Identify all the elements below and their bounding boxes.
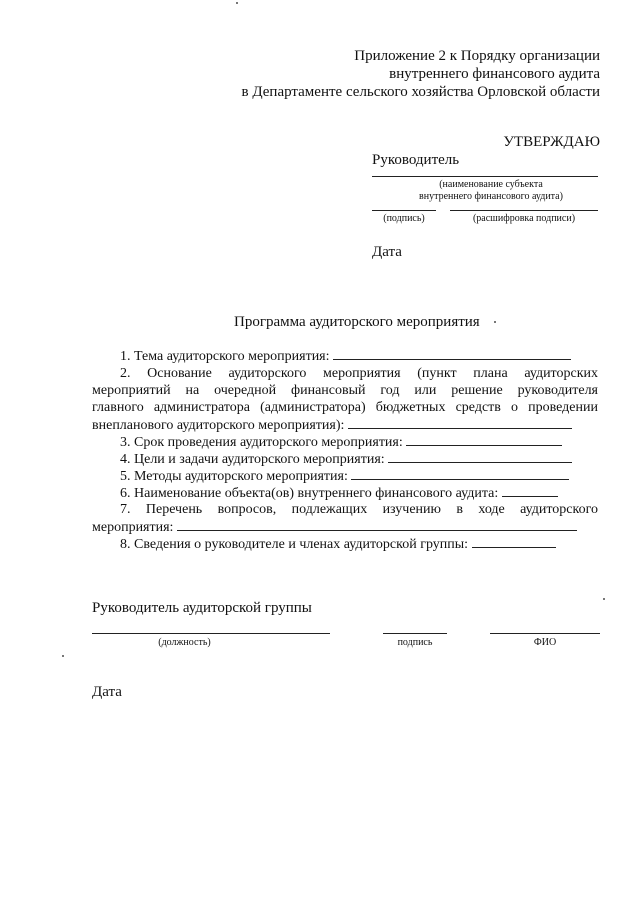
item-4 — [92, 450, 598, 468]
approver-decoding-line — [450, 210, 598, 211]
footer-date-label: Дата — [92, 684, 122, 700]
item-4-text: 4. Цели и задачи аудиторского мероприятия: — [120, 452, 385, 467]
approve-label: УТВЕРЖДАЮ — [503, 134, 600, 150]
subject-caption — [372, 179, 610, 203]
item-1 — [92, 347, 598, 365]
subject-caption-line-1: (наименование субъекта — [439, 179, 543, 190]
item-1-text: 1. Тема аудиторского мероприятия: — [120, 349, 330, 364]
approver-decoding-caption: (расшифровка подписи) — [472, 213, 576, 224]
item-6-fill-line — [502, 484, 558, 497]
position-caption: (должность) — [158, 637, 211, 648]
item-5-fill-line — [351, 467, 569, 480]
item-5 — [92, 467, 598, 485]
item-2-line-4-text: внепланового аудиторского мероприятия): — [92, 418, 345, 433]
item-8-fill-line — [472, 535, 556, 548]
item-7-line-1: 7. Перечень вопросов, подлежащих изучению в ходе аудиторского — [120, 502, 598, 517]
appendix-line-2: внутреннего финансового аудита — [389, 66, 600, 82]
item-3-text: 3. Срок проведения аудиторского мероприятия: — [120, 435, 403, 450]
item-7-line-2 — [92, 518, 598, 536]
scan-speck — [62, 655, 64, 657]
item-2-fill-line — [348, 416, 572, 429]
appendix-line-3: в Департаменте сельского хозяйства Орловской области — [241, 84, 600, 100]
item-2-line-4 — [92, 416, 598, 434]
name-line — [490, 633, 600, 634]
item-3 — [92, 433, 598, 451]
item-7-fill-line — [177, 518, 577, 531]
item-8-text: 8. Сведения о руководителе и членах аудиторской группы: — [120, 537, 469, 552]
subject-caption-line-2: внутреннего финансового аудита) — [419, 191, 563, 202]
appendix-line-1: Приложение 2 к Порядку организации — [354, 48, 600, 64]
item-2-line-2: мероприятий на очередной финансовый год или решение руководителя — [92, 383, 598, 398]
subject-name-line — [372, 176, 598, 177]
position-line — [92, 633, 330, 634]
scan-speck — [603, 598, 605, 600]
signature-caption: подпись — [397, 637, 433, 648]
approver-signature-line — [372, 210, 436, 211]
approver-signature-caption: (подпись) — [383, 213, 425, 224]
scan-speck — [494, 321, 496, 323]
item-6 — [92, 484, 598, 502]
item-4-fill-line — [388, 450, 572, 463]
item-8 — [92, 535, 598, 553]
name-caption: ФИО — [533, 637, 557, 648]
approver-head-label: Руководитель — [372, 152, 460, 168]
item-3-fill-line — [406, 433, 562, 446]
scan-speck — [236, 2, 238, 4]
item-6-text: 6. Наименование объекта(ов) внутреннего финансового аудита: — [120, 486, 499, 501]
item-5-text: 5. Методы аудиторского мероприятия: — [120, 469, 348, 484]
approval-date-label: Дата — [372, 244, 402, 260]
item-1-fill-line — [333, 347, 571, 360]
item-2-line-1: 2. Основание аудиторского мероприятия (пункт плана аудиторских — [120, 366, 598, 381]
audit-group-head-label: Руководитель аудиторской группы — [92, 600, 312, 616]
item-7-line-2-text: мероприятия: — [92, 520, 174, 535]
signature-line — [383, 633, 447, 634]
document-title: Программа аудиторского мероприятия — [234, 314, 480, 330]
appendix-header — [180, 47, 600, 101]
item-2-line-3: главного администратора (администратора) бюджетных средств о проведении — [92, 400, 598, 415]
